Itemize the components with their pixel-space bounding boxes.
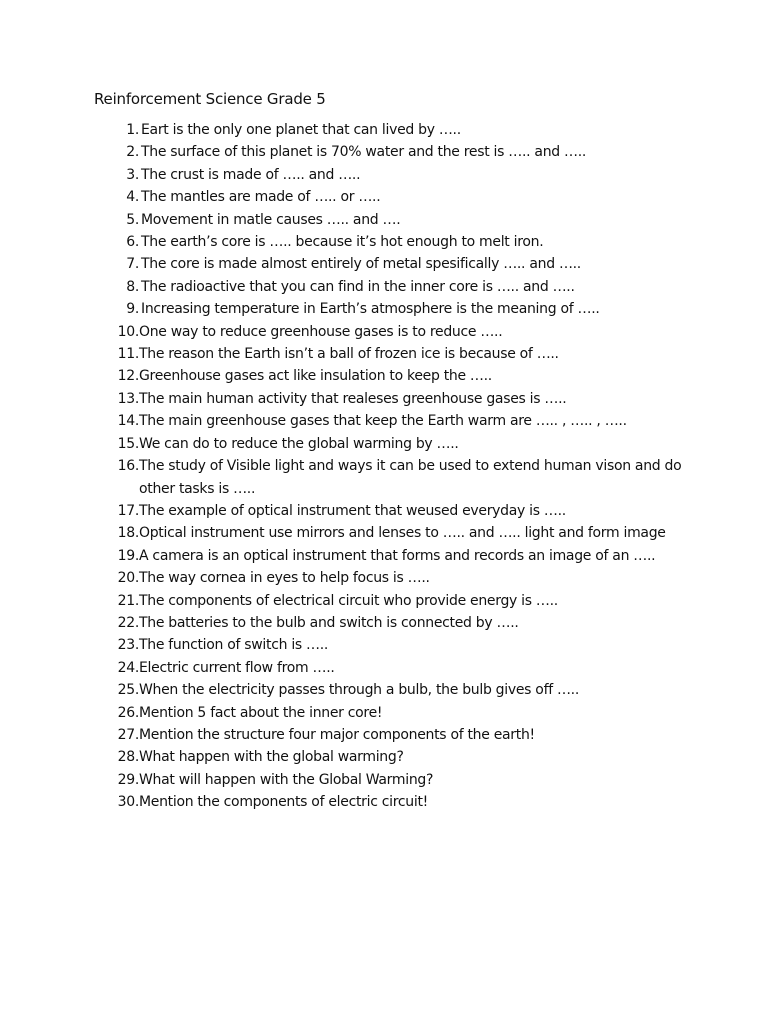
question-number: 20. (117, 570, 139, 587)
question-item (94, 186, 684, 208)
question-text: The mantles are made of ….. or ….. (141, 189, 381, 206)
question-number: 3. (126, 166, 139, 183)
question-text: Optical instrument use mirrors and lenses to ….. and ….. light and form image (139, 525, 666, 542)
document-title: Reinforcement Science Grade 5 (94, 90, 326, 108)
question-number: 14. (117, 413, 139, 430)
question-item (94, 522, 684, 544)
question-item (94, 231, 684, 253)
question-item (94, 634, 684, 656)
question-text: The batteries to the bulb and switch is connected by ….. (139, 614, 519, 631)
question-text: The function of switch is ….. (139, 637, 329, 654)
question-text: Mention the structure four major components of the earth! (139, 726, 535, 743)
question-item (94, 455, 684, 500)
question-list (94, 119, 684, 814)
question-text: Electric current flow from ….. (139, 659, 335, 676)
question-number: 5. (126, 211, 139, 228)
question-item (94, 724, 684, 746)
question-item (94, 298, 684, 320)
question-item (94, 612, 684, 634)
question-item (94, 164, 684, 186)
question-item (94, 702, 684, 724)
question-item (94, 276, 684, 298)
question-item (94, 365, 684, 387)
question-item (94, 791, 684, 813)
question-item (94, 500, 684, 522)
question-number: 13. (117, 390, 139, 407)
question-item (94, 410, 684, 432)
question-item (94, 433, 684, 455)
question-number: 23. (117, 637, 139, 654)
question-item (94, 119, 684, 141)
question-text: Mention the components of electric circuit! (139, 794, 428, 811)
question-text: When the electricity passes through a bulb, the bulb gives off ….. (139, 682, 579, 699)
question-text: What will happen with the Global Warming? (139, 771, 434, 788)
question-number: 4. (126, 189, 139, 206)
question-item (94, 657, 684, 679)
question-text: A camera is an optical instrument that forms and records an image of an ….. (139, 547, 656, 564)
question-text: What happen with the global warming? (139, 749, 404, 766)
question-item (94, 567, 684, 589)
question-number: 18. (117, 525, 139, 542)
question-text: The reason the Earth isn’t a ball of frozen ice is because of ….. (139, 346, 559, 363)
question-item (94, 141, 684, 163)
question-item (94, 679, 684, 701)
question-text: The radioactive that you can find in the inner core is ….. and ….. (141, 278, 575, 295)
question-text: The surface of this planet is 70% water and the rest is ….. and ….. (141, 144, 587, 161)
question-text: The components of electrical circuit who provide energy is ….. (139, 592, 558, 609)
question-number: 7. (126, 256, 139, 273)
question-text: Increasing temperature in Earth’s atmosphere is the meaning of ….. (141, 301, 600, 318)
question-text: The main greenhouse gases that keep the Earth warm are ….. , ….. , ….. (139, 413, 627, 430)
question-number: 6. (126, 234, 139, 251)
question-item (94, 253, 684, 275)
question-number: 10. (117, 323, 139, 340)
question-number: 19. (117, 547, 139, 564)
question-number: 11. (117, 346, 139, 363)
question-number: 27. (117, 726, 139, 743)
question-number: 15. (117, 435, 139, 452)
question-number: 29. (117, 771, 139, 788)
question-number: 25. (117, 682, 139, 699)
question-text: We can do to reduce the global warming by ….. (139, 435, 459, 452)
question-number: 9. (126, 301, 139, 318)
question-number: 21. (117, 592, 139, 609)
question-text: The earth’s core is ….. because it’s hot enough to melt iron. (141, 234, 544, 251)
question-item (94, 343, 684, 365)
question-item (94, 321, 684, 343)
question-text: The main human activity that realeses greenhouse gases is ….. (139, 390, 567, 407)
question-number: 28. (117, 749, 139, 766)
question-number: 17. (117, 502, 139, 519)
question-text: The study of Visible light and ways it can be used to extend human vison and do other tasks is ….. (139, 458, 682, 497)
question-text: The way cornea in eyes to help focus is ….. (139, 570, 430, 587)
question-number: 22. (117, 614, 139, 631)
question-item (94, 545, 684, 567)
question-number: 8. (126, 278, 139, 295)
question-number: 2. (126, 144, 139, 161)
question-item (94, 590, 684, 612)
question-text: Greenhouse gases act like insulation to keep the ….. (139, 368, 492, 385)
question-item (94, 388, 684, 410)
question-text: Mention 5 fact about the inner core! (139, 704, 383, 721)
question-number: 30. (117, 794, 139, 811)
question-text: The core is made almost entirely of metal spesifically ….. and ….. (141, 256, 581, 273)
question-item (94, 209, 684, 231)
question-number: 1. (126, 122, 139, 138)
question-number: 12. (117, 368, 139, 385)
question-item (94, 769, 684, 791)
question-item (94, 746, 684, 768)
question-text: Movement in matle causes ….. and …. (141, 211, 401, 228)
question-text: The example of optical instrument that weused everyday is ….. (139, 502, 566, 519)
question-text: The crust is made of ….. and ….. (141, 166, 361, 183)
question-text: One way to reduce greenhouse gases is to reduce ….. (139, 323, 503, 340)
question-text: Eart is the only one planet that can lived by ….. (141, 122, 461, 138)
question-number: 26. (117, 704, 139, 721)
question-number: 16. (117, 458, 139, 475)
question-number: 24. (117, 659, 139, 676)
